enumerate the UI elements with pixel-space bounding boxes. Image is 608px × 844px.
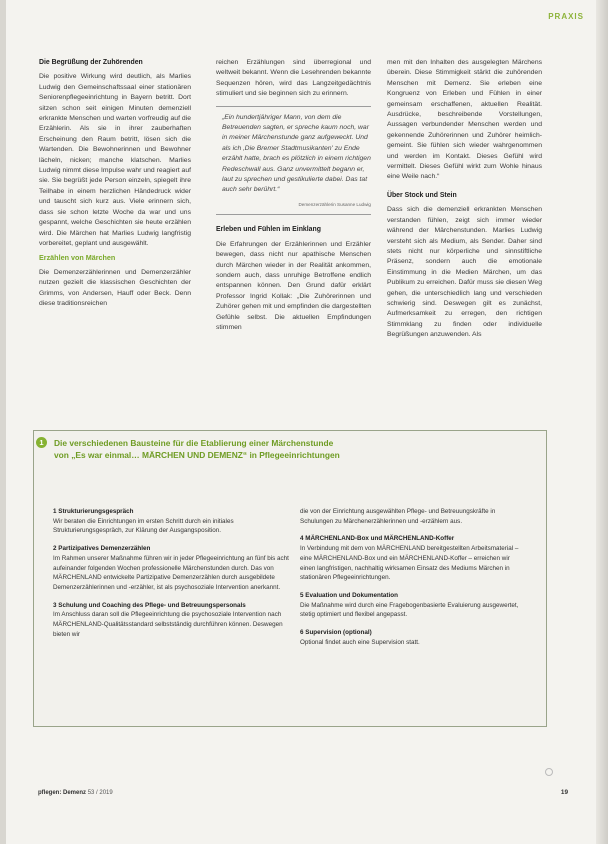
step-body: Die Maßnahme wird durch eine Fragebogenbasierte Evaluierung ausgewertet, stetig optimiert und flexibel angepasst.	[300, 601, 519, 619]
step-item	[300, 591, 525, 620]
heading-over-stock-and-stone: Über Stock und Stein	[387, 191, 457, 199]
text-column-3	[387, 58, 542, 345]
step-body: Optional findet auch eine Supervision statt.	[300, 638, 420, 646]
step-title: 3 Schulung und Coaching des Pflege- und Betreuungspersonals	[53, 601, 246, 609]
footer-publication	[38, 790, 113, 796]
step-body: In Verbindung mit dem von MÄRCHENLAND bereitgestellten Arbeitsmaterial – eine MÄRCHENLAND-Box und ein MÄRCHENLAND-Koffer – erreichen wir einen langfristigen, nachhaltig wirksamen Einsatz des Mediums Märchen in stationären Pflegeeinrichtungen.	[300, 545, 519, 582]
info-box-column-left	[53, 507, 293, 647]
info-box-column-right	[300, 507, 525, 655]
heading-experience: Erleben und Fühlen im Einklang	[216, 226, 321, 234]
step-item	[300, 507, 525, 526]
step-body: Im Rahmen unserer Maßnahme führen wir in jeder Pflegeeinrichtung an fünf bis acht aufeinander folgenden Wochen professionelle Märchenstunden durch. Das von MÄRCHENLAND entwickelte Partizipative Demenzerzählen durch ausgebildete Demenzerzählerinnen und -erzähler, ist als psychosoziale Intervention anerkannt.	[53, 554, 289, 591]
step-title: 5 Evaluation und Dokumentation	[300, 591, 398, 599]
step-title: 6 Supervision (optional)	[300, 629, 372, 637]
paragraph-experience: Die Erfahrungen der Erzählerinnen und Erzähler bewegen, dass nicht nur apathische Menschen durch Märchen wieder in der Realität ankommen, sondern auch, dass unruhige Betroffene endlich entspannen können. Den Grund dafür erklärt Professor Ingrid Kollak: „Die Zuhörerinnen und Zuhörer gehen mit und empfinden die dargestellten Gefühle selbst. Die aktuellen Empfindungen stimmen	[216, 240, 371, 331]
step-item	[300, 628, 525, 647]
info-box-title-line-1: Die verschiedenen Bausteine für die Etablierung einer Märchenstunde	[54, 438, 334, 448]
heading-greeting: Die Begrüßung der Zuhörenden	[39, 59, 143, 66]
step-item	[53, 544, 293, 593]
step-body: die von der Einrichtung ausgewählten Pflege- und Betreuungskräfte in Schulungen zu Märchenerzählerinnen und -erzählern aus.	[300, 508, 496, 525]
step-item	[53, 601, 293, 640]
pull-quote	[216, 106, 371, 216]
step-title: 2 Partizipatives Demenzerzählen	[53, 545, 151, 553]
paragraph-storytelling: Die Demenzerzählerinnen und Demenzerzähler nutzen gezielt die klassischen Geschichten der Grimms, von Andersen, Hauff oder Beck. Denn diese traditionsreichen	[39, 268, 191, 307]
paragraph-recall: reichen Erzählungen sind überregional und weltweit bekannt. Wenn die Lesehrenden bekannte Sequenzen hören, wird das Langzeitgedächtnis stimuliert und sie beginnen sich zu erinnern.	[216, 59, 371, 98]
paragraph-congruence: men mit den Inhalten des ausgelegten Märchens überein. Diese Stimmigkeit stärkt die zuhörenden Menschen mit Demenz. Sie erleben eine Kongruenz von Erleben und Fühlen in einer gemeinsam erschaffenen, aktuellen Realität. Ausdrücke, beschreibende Vorstellungen, Aussagen verbundender Menschen werden und gekennende Zuhörerinnen und Zuhörer heimlich-gemeint. Sie fühlen sich wieder wahrgenommen und werden im Kontakt. Dieses Gefühl wird vermittelt. Dieses Gefühl wirkt zum Wohle hinaus eine Weile nach.“	[387, 59, 542, 181]
scan-mark	[545, 768, 553, 776]
text-column-1	[39, 58, 191, 313]
step-title: 4 MÄRCHENLAND-Box und MÄRCHENLAND-Koffer	[300, 535, 455, 543]
info-box-number-badge: 1	[36, 437, 47, 448]
text-column-2	[216, 58, 371, 337]
step-title: 1 Strukturierungsgespräch	[53, 508, 134, 515]
section-label: PRAXIS	[548, 12, 584, 21]
pull-quote-text: „Ein hundertjähriger Mann, von dem die Betreuenden sagten, er spreche kaum noch, war in meiner Märchenstunde ganz aufgeweckt. Und als ich ‚Die Bremer Stadtmusikanten' zu Ende erzählt hatte, brach es plötzlich in einem richtigen Redeschwall aus. Ganz unvermittelt begann er, laut zu sprechen und gestikulierte dabei. Das tat auch sehr berührt.“	[222, 113, 371, 194]
footer-publication-name: pflegen: Demenz	[38, 790, 87, 796]
step-body: Im Anschluss daran soll die Pflegeeinrichtung die psychosoziale Intervention nach MÄRCHENLAND-Qualitätsstandard selbstständig durchführen können. Deswegen bieten wir	[53, 611, 283, 638]
info-box-title	[54, 437, 474, 461]
step-item	[300, 534, 525, 583]
pull-quote-source: Demenzerzählerin Susanne Ludwig	[298, 201, 371, 207]
info-box-title-line-2: von „Es war einmal… MÄRCHEN UND DEMENZ“ in Pflegeeinrichtungen	[54, 450, 340, 460]
paragraph-medium: Dass sich die demenziell erkrankten Menschen verstanden fühlen, zeigt sich immer wieder während der Märchenstunden. Marlies Ludwig versteht sich als Medium, als Sender. Daher sind stets nicht nur körperliche und sinnstiftliche Präsenz, sondern auch die emotionale Einstimmung in die Medien Märchen, um das Publikum zu erreichen. Dafür muss sie diesen Weg gehen, die unterschiedlich lang und verschieden schwierig sind. Deswegen gilt es zunächst, Aufmerksamkeit zu erregen, den richtigen Stimmklang zu finden oder individuelle Begrüßungen anzuwenden. Als	[387, 206, 542, 339]
page-number: 19	[560, 789, 568, 796]
info-box	[33, 430, 547, 727]
step-item	[53, 507, 293, 536]
paragraph-greeting: Die positive Wirkung wird deutlich, als Marlies Ludwig den Gemeinschaftssaal einer stationären Seniorenpflegeeinrichtung in Bayern betritt. Dort sitzen schon seit einigen Minuten demenziell erkrankte Menschen und warten vorfreudig auf die Erzählerin. Als sie in ihrer zauberhaften Erscheinung den Raum betritt, lösen sich die Wartenden. Die Bewohnerinnen und Bewohner lächeln, nicken; manche klatschen. Marlies Ludwig nimmt diese Impulse wahr und reagiert auf sie. Sie begrüßt jede Person einzeln, spiegelt ihre Teilhabe in einem herzlichen Händedruck wider und tauscht sich kurz aus. Viele erinnern sich, dass sie schon letzte Woche da war und uns gespannt, welche Geschichten sie heute erzählen wird. Die Märchen hat Marlies Ludwig langfristig vorbereitet, geplant und ausgewählt.	[39, 73, 191, 247]
step-body: Wir beraten die Einrichtungen im ersten Schritt durch ein initiales Strukturierungsgespräch, zur Klärung der Ausgangsposition.	[53, 517, 234, 535]
page-edge-left	[0, 0, 6, 844]
footer-issue: 53 / 2019	[87, 790, 113, 796]
heading-storytelling: Erzählen von Märchen	[39, 253, 116, 263]
page-edge-right	[596, 0, 608, 844]
